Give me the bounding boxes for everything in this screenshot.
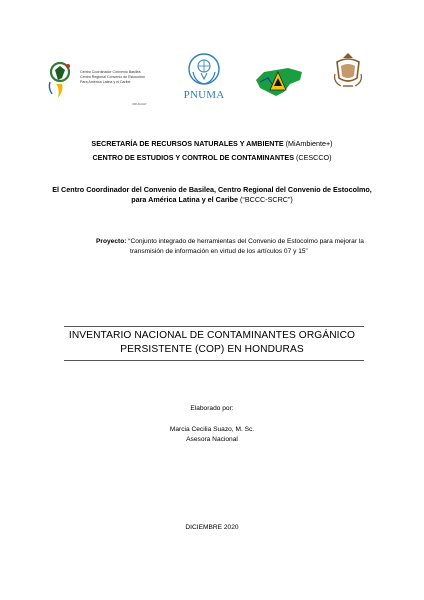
centro-line: CENTRO DE ESTUDIOS Y CONTROL DE CONTAMINANTES (CESCCO) <box>92 153 332 162</box>
honduras-map-logo-icon <box>254 62 306 102</box>
title-rule-top <box>64 326 364 327</box>
basilea-logo <box>46 58 156 108</box>
basilea-country: URUGUAY <box>132 102 147 106</box>
secretaria-line: SECRETARÍA DE RECURSOS NATURALES Y AMBIENTE (MiAmbiente+) <box>91 139 333 148</box>
document-title-line-2: PERSISTENTE (COP) EN HONDURAS <box>120 344 304 355</box>
document-title-line-1: INVENTARIO NACIONAL DE CONTAMINANTES ORGÁNICO <box>68 330 356 341</box>
author-name: Marcia Cecilia Suazo, M. Sc. <box>169 426 255 433</box>
logo-row <box>0 50 424 110</box>
title-rule-bottom <box>64 360 364 361</box>
coordinator-line-2: para América Latina y el Caribe (“BCCC-SCRC”) <box>131 195 293 204</box>
author-role: Asesora Nacional <box>186 436 238 443</box>
un-laurel-emblem-icon <box>187 52 221 88</box>
pnuma-name: PNUMA <box>183 89 225 101</box>
project-line-2: transmisión de información en virtud de los artículos 07 y 15” <box>130 248 308 255</box>
honduras-seal-logo <box>320 52 376 108</box>
coordinator-line-1: El Centro Coordinador del Convenio de Basilea, Centro Regional del Convenio de Estocolmo, <box>52 185 372 194</box>
coat-of-arms-icon <box>331 52 365 92</box>
project-description: Proyecto: “Conjunto integrado de herramientas del Convenio de Estocolmo para mejorar la transmisión de información en virtud de los artículos 07 y 15” <box>96 237 366 257</box>
elaborado-label: Elaborado por: <box>190 405 234 412</box>
basilea-emblem-icon <box>46 58 78 100</box>
pnuma-logo <box>178 52 230 110</box>
document-date: DICIEMBRE 2020 <box>185 524 239 531</box>
basilea-text: Centro Coordinador Convenio Basilea Centro Regional Convenio de Estocolmo Para América Latina y el Caribe <box>80 70 145 84</box>
